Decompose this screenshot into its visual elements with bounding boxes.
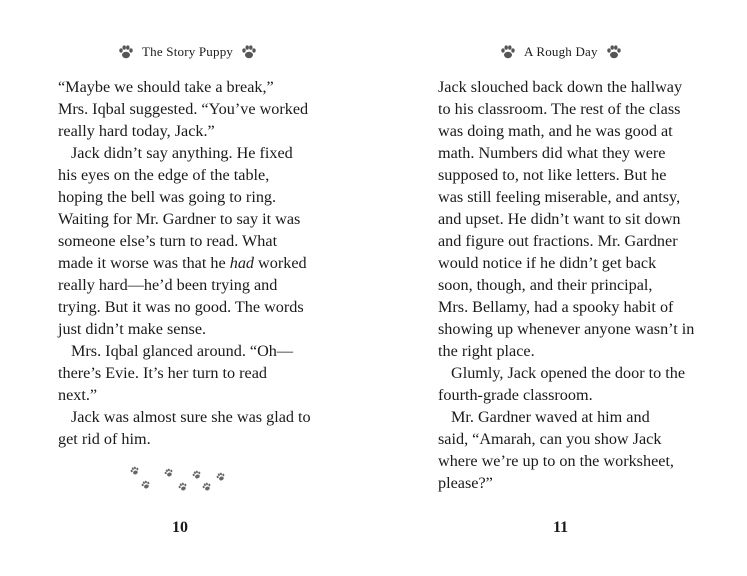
running-head-right [500,44,622,60]
text-line: “Maybe we should take a break,” [58,78,274,96]
running-head-left [118,44,257,60]
text-line: and figure out fractions. Mr. Gardner [438,232,678,250]
text-line: Mrs. Iqbal glanced around. “Oh— [71,342,294,360]
text-segment: made it worse was that he [58,254,230,272]
text-line: Jack slouched back down the hallway [438,78,683,96]
paw-trail-icon [128,466,238,498]
body-text-left [58,76,316,450]
text-line: Mrs. Bellamy, had a spooky habit of [438,298,674,316]
emphasis-text: had [229,254,254,272]
text-line: hoping the bell was going to ring. [58,188,277,206]
text-line: showing up whenever anyone wasn’t in [438,320,695,338]
text-line: Glumly, Jack opened the door to the [451,364,686,382]
chapter-title-right: A Rough Day [524,44,598,59]
text-line: supposed to, not like letters. But he [438,166,667,184]
text-line: there’s Evie. It’s her turn to read [58,364,268,382]
text-segment: worked [254,254,307,272]
text-line: would notice if he didn’t get back [438,254,657,272]
text-line [58,252,316,274]
text-line: was still feeling miserable, and antsy, [438,188,681,206]
text-line: really hard today, Jack.” [58,122,215,140]
paw-print-icon [118,44,134,60]
paw-print-icon [606,44,622,60]
text-line: his eyes on the edge of the table, [58,166,270,184]
left-page [0,0,373,576]
text-line: someone else’s turn to read. What [58,232,278,250]
right-page [373,0,747,576]
text-line: where we’re up to on the worksheet, [438,452,674,470]
text-line: get rid of him. [58,430,151,448]
page-number-left: 10 [172,519,188,536]
paw-print-icon [241,44,257,60]
chapter-title-left: The Story Puppy [142,44,234,59]
paw-print-icon [500,44,516,60]
text-line: next.” [58,386,98,404]
text-line: the right place. [438,342,535,360]
text-line: just didn’t make sense. [58,320,207,338]
text-line: Waiting for Mr. Gardner to say it was [58,210,301,228]
text-line: Jack was almost sure she was glad to [71,408,311,426]
page-number-right: 11 [553,519,569,536]
text-line: Jack didn’t say anything. He fixed [71,144,293,162]
text-line: Mr. Gardner waved at him and [451,408,650,426]
text-line: math. Numbers did what they were [438,144,666,162]
body-text-right [438,76,696,494]
text-line: said, “Amarah, can you show Jack [438,430,662,448]
text-line: and upset. He didn’t want to sit down [438,210,681,228]
text-line: fourth-grade classroom. [438,386,593,404]
text-line: really hard—he’d been trying and [58,276,278,294]
text-line: trying. But it was no good. The words [58,298,304,316]
text-line: Mrs. Iqbal suggested. “You’ve worked [58,100,309,118]
text-line: to his classroom. The rest of the class [438,100,681,118]
text-line: soon, though, and their principal, [438,276,653,294]
text-line: please?” [438,474,493,492]
text-line: was doing math, and he was good at [438,122,673,140]
